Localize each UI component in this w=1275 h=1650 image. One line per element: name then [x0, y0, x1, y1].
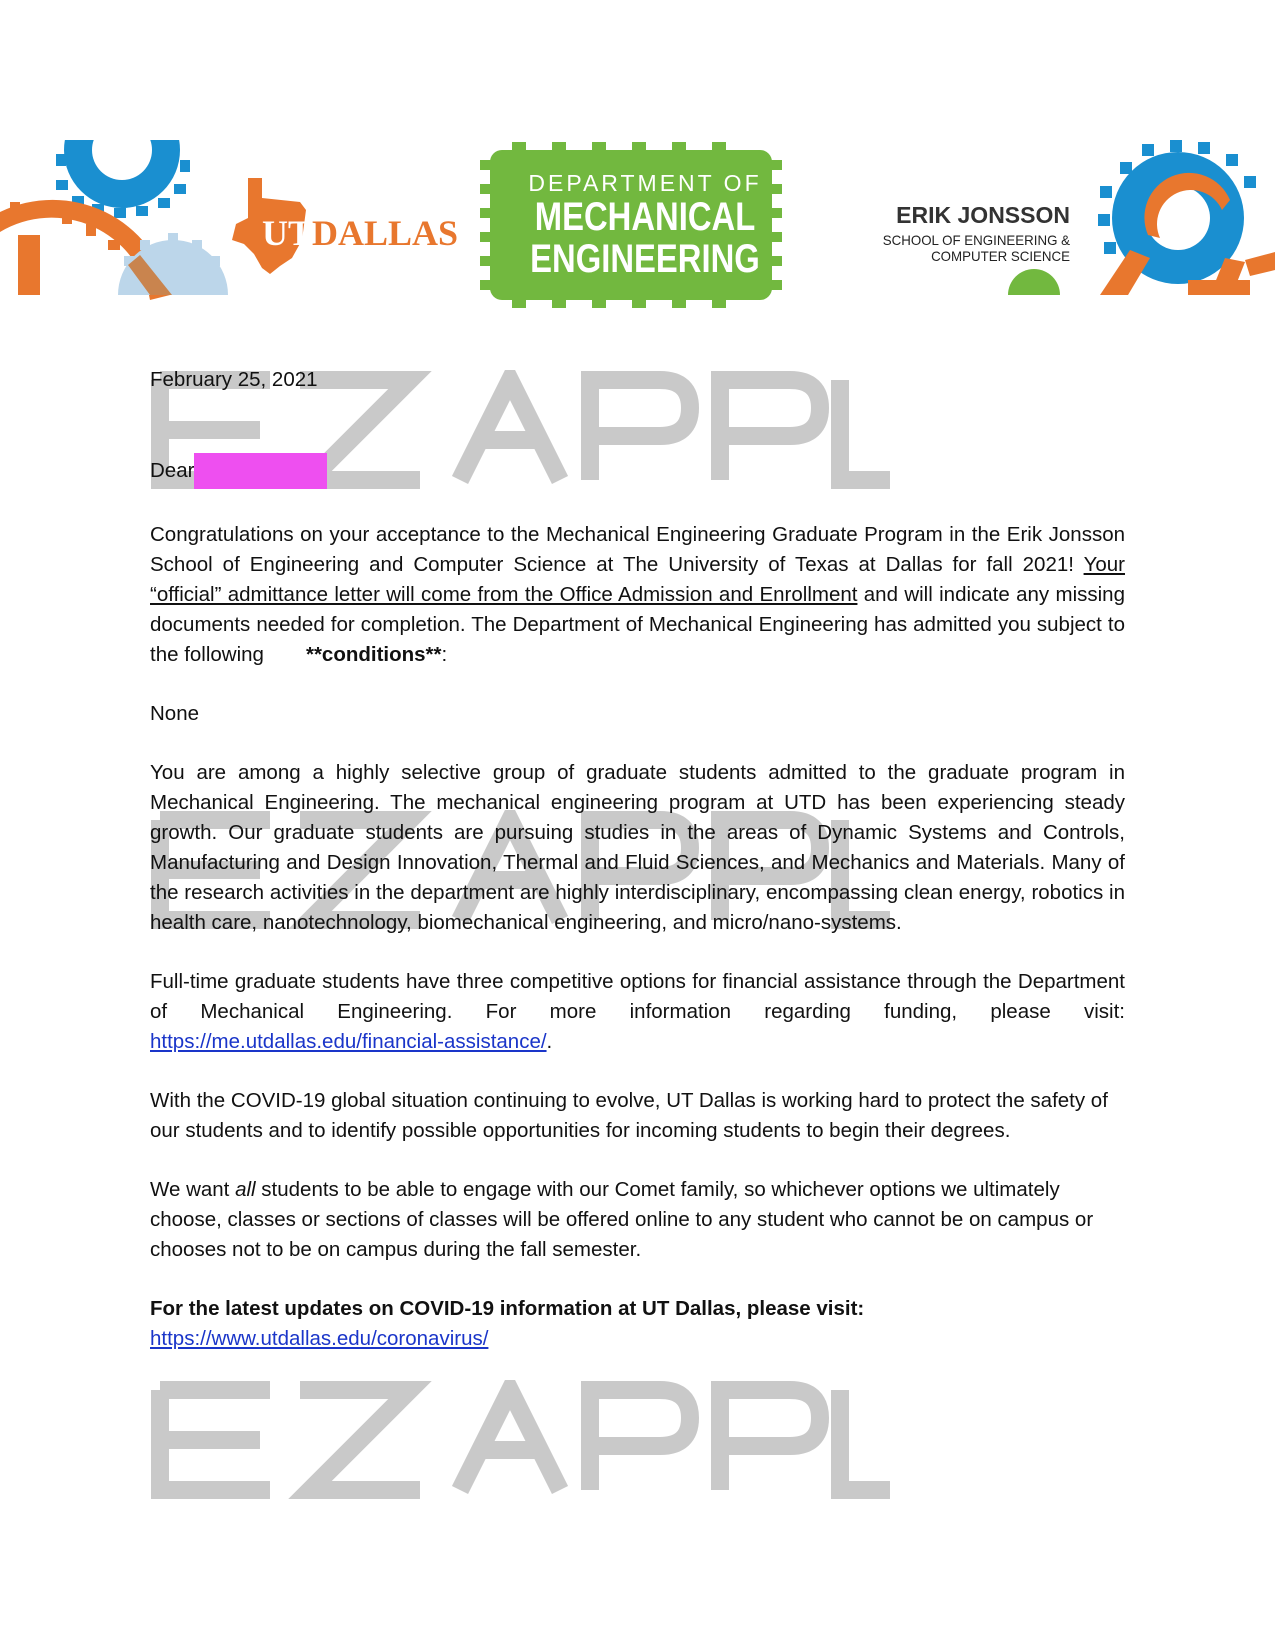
redacted-name — [194, 453, 327, 489]
p3-text: Full-time graduate students have three competitive options for financial assistance through the Department of Mechanical Engineering. For more information regarding funding, please visit: — [150, 970, 1125, 1023]
p5-text-b: students to be able to engage with our Comet family, so whichever options we ultimately choose, classes or sections of classes will be offered online to any student who cannot be on campus or chooses not to be on campus during the fall semester. — [150, 1178, 1094, 1261]
p3-end: . — [546, 1030, 553, 1053]
p1-underlined-text: Your “official” admittance letter will come from the Office Admission and Enrollment — [150, 553, 1125, 606]
p1-text-b: and will indicate any missing documents needed for completion. The Department of Mechanical Engineering has admitted you subject to the following — [150, 583, 1125, 666]
header-banner — [0, 140, 1275, 310]
p6-bold-text: For the latest updates on COVID-19 information at UT Dallas, please visit: — [150, 1297, 865, 1320]
dept-logo-line1: DEPARTMENT OF — [528, 170, 762, 196]
letter-date: February 25, 2021 — [150, 368, 318, 391]
paragraph-covid: With the COVID-19 global situation continuing to evolve, UT Dallas is working hard to protect the safety of our students and to identify possible opportunities for incoming students to begin their degrees. — [150, 1089, 1108, 1142]
conditions-value: None — [150, 702, 200, 725]
utd-logo-text: UTDALLAS — [262, 213, 459, 253]
letter-body — [150, 365, 1125, 1354]
paragraph-program: You are among a highly selective group of graduate students admitted to the graduate program in Mechanical Engineering. The mechanical engineering program at UTD has been experiencing steady growth. Our graduate students are pursuing studies in the areas of Dynamic Systems and Controls, Manufacturing and Design Innovation, Thermal and Fluid Sciences, and Mechanics and Materials. Many of the research activities in the department are highly interdisciplinary, encompassing clean energy, robotics in health care, nanotechnology, biomechanical engineering, and micro/nano-systems. — [150, 761, 1125, 934]
department-logo-text — [500, 170, 790, 280]
p5-italic: all — [235, 1178, 256, 1201]
p1-conditions: **conditions** — [305, 643, 442, 666]
salutation-text: Dear — [150, 459, 195, 482]
p5-text-a: We want — [150, 1178, 236, 1201]
financial-assistance-link[interactable]: https://me.utdallas.edu/financial-assistance/ — [150, 1030, 547, 1053]
coronavirus-link[interactable]: https://www.utdallas.edu/coronavirus/ — [150, 1327, 489, 1350]
ez-apply-watermark-3 — [150, 1380, 900, 1500]
p1-end: : — [441, 643, 448, 666]
paragraph-acceptance — [150, 520, 1125, 670]
p1-text-a: Congratulations on your acceptance to the Mechanical Engineering Graduate Program in the Erik Jonsson School of Engineering and Computer Science at The University of Texas at Dallas for fall 2021! — [150, 523, 1125, 576]
dept-logo-line3: ENGINEERING — [530, 237, 760, 281]
paragraph-financial — [150, 967, 1125, 1057]
paragraph-updates — [150, 1294, 1125, 1354]
paragraph-comet — [150, 1175, 1125, 1265]
small-green-gear-icon — [1008, 269, 1060, 295]
dept-logo-line2: MECHANICAL — [534, 195, 756, 239]
right-blue-gear-icon — [1098, 140, 1275, 295]
salutation — [150, 453, 1125, 489]
school-logo-title: ERIK JONSSON — [896, 202, 1070, 228]
school-logo-subtitle: SCHOOL OF ENGINEERING & COMPUTER SCIENCE — [882, 232, 1070, 264]
